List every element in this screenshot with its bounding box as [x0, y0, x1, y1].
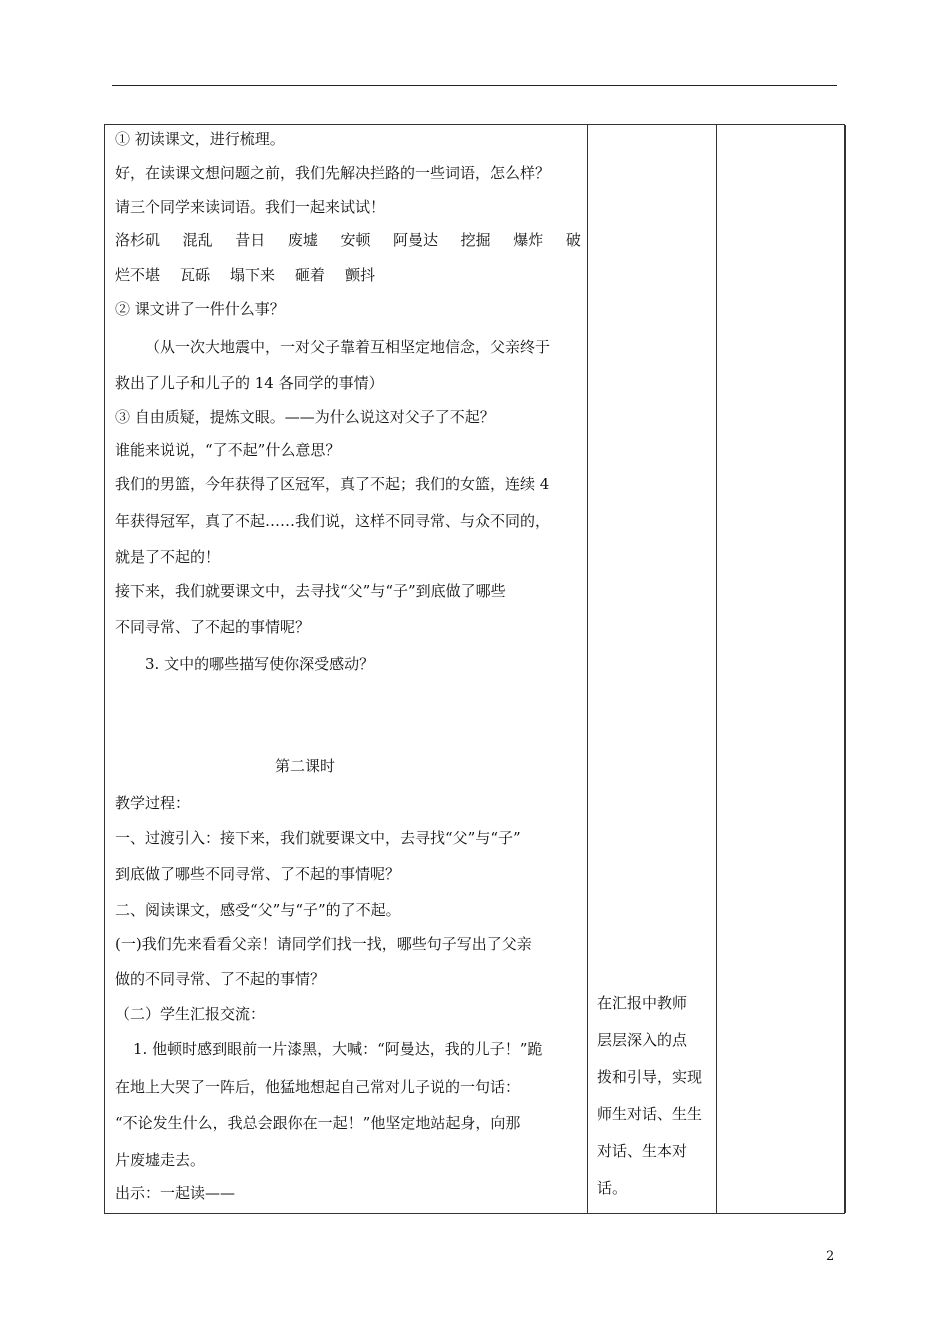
column-divider-2 — [716, 125, 717, 1213]
text-line: 3. 文中的哪些描写使你深受感动？ — [145, 655, 375, 673]
text-line: 在地上大哭了一阵后，他猛地想起自己常对儿子说的一句话： — [115, 1078, 521, 1096]
lesson-table — [104, 124, 845, 1214]
text-line: ② 课文讲了一件什么事？ — [115, 300, 285, 318]
vocab-word: 爆炸 — [513, 231, 544, 249]
vocab-word: 混乱 — [182, 231, 213, 249]
text-line: 不同寻常、了不起的事情呢？ — [115, 618, 311, 636]
text-line: ③ 自由质疑，提炼文眼。——为什么说这对父子了不起？ — [115, 408, 495, 426]
text-line: 片废墟走去。 — [115, 1151, 206, 1169]
text-line: 我们的男篮，今年获得了区冠军，真了不起；我们的女篮，连续 4 — [115, 475, 550, 493]
text-line: 做的不同寻常、了不起的事情？ — [115, 970, 326, 988]
text-line: 好，在读课文想问题之前，我们先解决拦路的一些词语，怎么样？ — [115, 164, 551, 182]
vocab-word: 洛杉矶 — [115, 231, 161, 249]
note-line: 在汇报中教师 — [597, 994, 688, 1012]
vocab-word: 阿曼达 — [393, 231, 439, 249]
section-heading: 第二课时 — [275, 757, 336, 775]
vocab-word: 昔日 — [235, 231, 266, 249]
text-line: (一)我们先来看看父亲！请同学们找一找，哪些句子写出了父亲 — [115, 935, 532, 953]
column-divider-3 — [845, 125, 846, 1213]
text-line: 就是了不起的！ — [115, 548, 221, 566]
note-line: 拨和引导，实现 — [597, 1068, 703, 1086]
text-line: 请三个同学来读词语。我们一起来试试！ — [115, 198, 386, 216]
text-line: 救出了儿子和儿子的 14 各同学的事情） — [115, 374, 384, 392]
page-number: 2 — [826, 1249, 835, 1264]
vocab-word: 安顿 — [340, 231, 371, 249]
text-line: 年获得冠军，真了不起……我们说，这样不同寻常、与众不同的， — [115, 512, 551, 530]
note-line: 对话、生本对 — [597, 1142, 688, 1160]
vocabulary-row-2 — [115, 265, 375, 285]
vocabulary-row-1 — [115, 230, 581, 250]
vocab-word: 破 — [565, 231, 581, 249]
text-line: 出示：一起读—— — [115, 1184, 236, 1202]
text-line: 谁能来说说，“了不起”什么意思？ — [115, 441, 341, 459]
note-line: 话。 — [597, 1179, 628, 1197]
vocab-word: 挖掘 — [460, 231, 491, 249]
text-line: 接下来，我们就要课文中，去寻找“父”与“子”到底做了哪些 — [115, 582, 506, 600]
text-line: ① 初读课文，进行梳理。 — [115, 130, 285, 148]
text-line: 1. 他顿时感到眼前一片漆黑，大喊：“阿曼达，我的儿子！”跪 — [133, 1040, 543, 1058]
column-divider-1 — [587, 125, 588, 1213]
header-rule — [112, 85, 837, 86]
vocab-word: 烂不堪 — [115, 266, 161, 284]
vocab-word: 颤抖 — [345, 266, 376, 284]
text-line: （二）学生汇报交流： — [115, 1005, 266, 1023]
vocab-word: 废墟 — [287, 231, 318, 249]
text-line: （从一次大地震中，一对父子靠着互相坚定地信念，父亲终于 — [145, 338, 551, 356]
text-line: 二、阅读课文，感受“父”与“子”的了不起。 — [115, 901, 401, 919]
vocab-word: 瓦砾 — [180, 266, 211, 284]
vocab-word: 砸着 — [295, 266, 326, 284]
text-line: 一、过渡引入：接下来，我们就要课文中，去寻找“父”与“子” — [115, 829, 521, 847]
text-line: 到底做了哪些不同寻常、了不起的事情呢？ — [115, 865, 401, 883]
note-line: 层层深入的点 — [597, 1031, 688, 1049]
text-line: 教学过程： — [115, 794, 191, 812]
note-line: 师生对话、生生 — [597, 1105, 703, 1123]
vocab-word: 塌下来 — [230, 266, 276, 284]
text-line: “不论发生什么，我总会跟你在一起！”他坚定地站起身，向那 — [115, 1114, 521, 1132]
